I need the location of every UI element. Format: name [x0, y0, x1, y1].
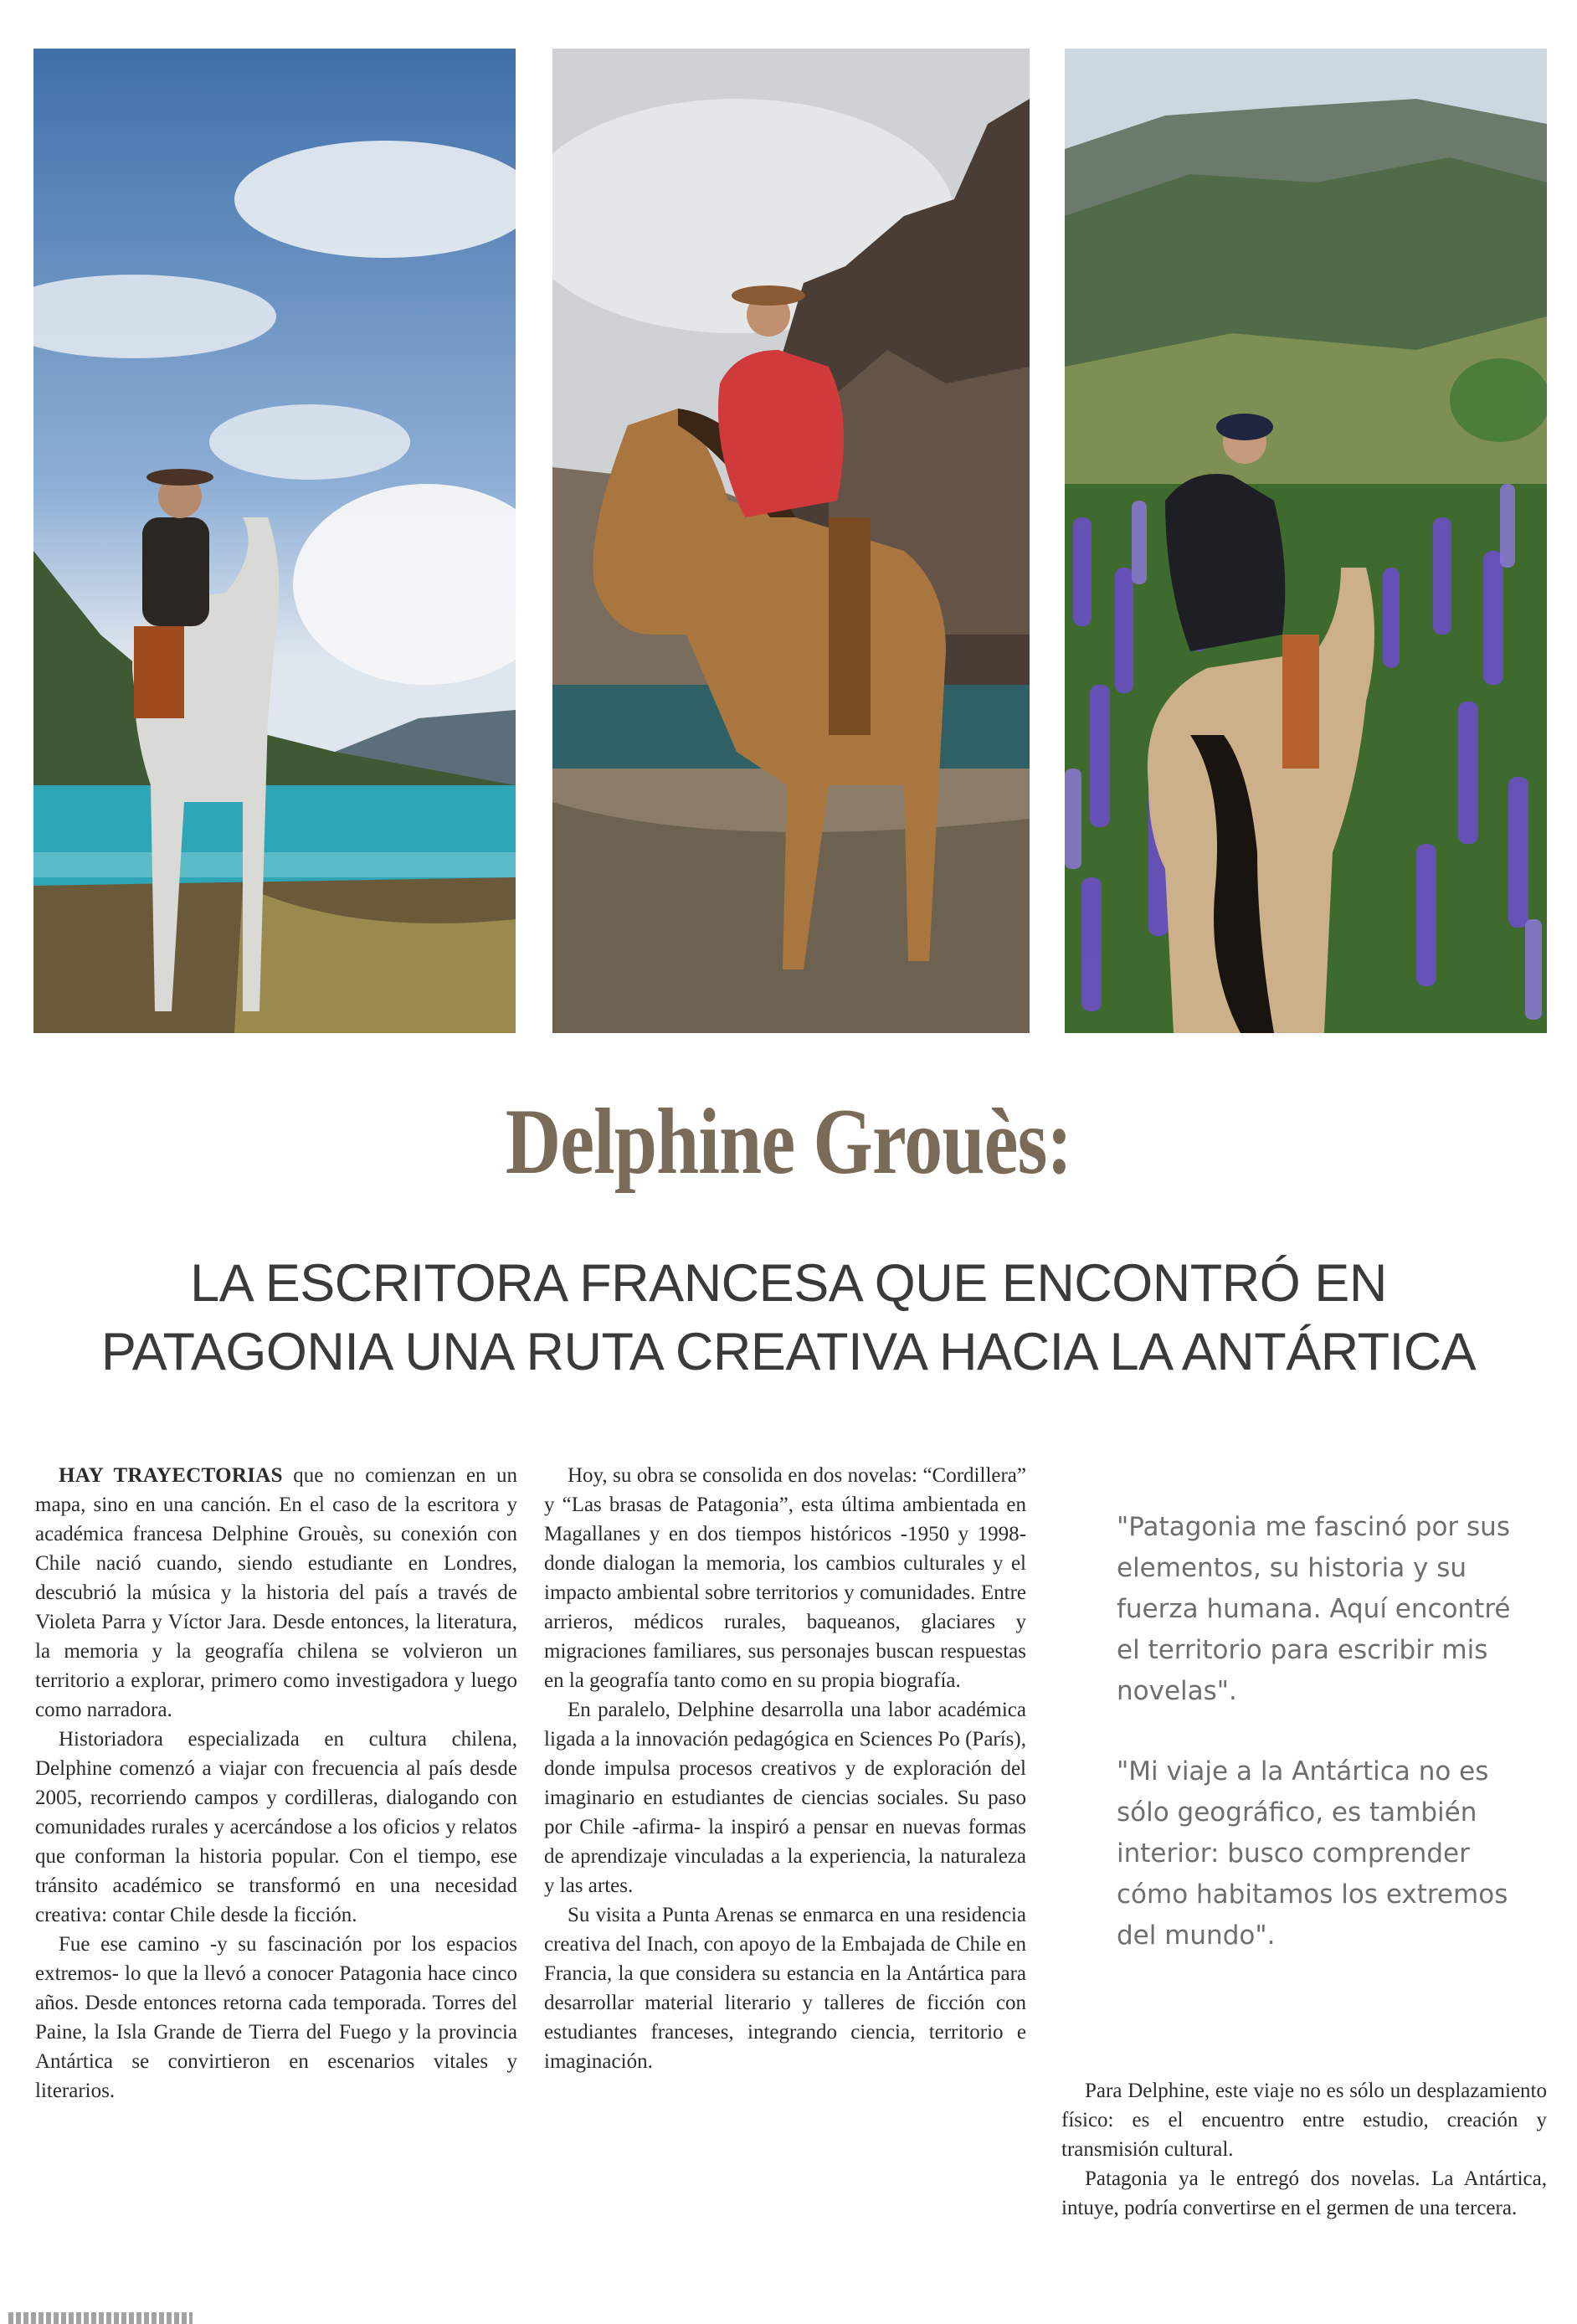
photo-rider-red-jacket	[552, 49, 1030, 1033]
rider-white-horse-lake-photo	[33, 49, 516, 1033]
pull-quote-2: "Mi viaje a la Antártica no es sólo geográfico, es también interior: busco comprender cómo habitamos los extremos del mundo".	[1117, 1756, 1508, 1951]
col2-paragraph-2: En paralelo, Delphine desarrolla una labor académica ligada a la innovación pedagógica en Sciences Po (París), donde impulsa procesos creativos y de exploración del imaginario en estudiantes de ciencias sociales. Su paso por Chile -afirma- la inspiró a pensar en nuevas formas de aprendizaje vinculadas a la experiencia, la naturaleza y las artes.	[544, 1699, 1026, 1897]
pull-quote-1: "Patagonia me fascinó por sus elementos, su historia y su fuerza humana. Aquí encontré el territorio para escribir mis novelas".	[1117, 1512, 1511, 1706]
photo-rider-white-horse	[33, 49, 516, 1033]
photo-rider-lupines	[1065, 49, 1547, 1033]
subtitle-line-2: PATAGONIA UNA RUTA CREATIVA HACIA LA ANTÁRTICA	[100, 1323, 1477, 1381]
col2-paragraph-1: Hoy, su obra se consolida en dos novelas: “Cordillera” y “Las brasas de Patagonia”, esta última ambientada en Magallanes y en dos tiempos históricos -1950 y 1998- donde dialogan la memoria, los cambios culturales y el impacto ambiental sobre territorios y comunidades. Entre arrieros, médicos rurales, baqueanos, glaciares y migraciones familiares, sus personajes buscan respuestas en la geografía tanto como en su propia biografía.	[544, 1464, 1026, 1692]
col1-paragraph-1	[35, 1461, 517, 1725]
col2-paragraph-3: Su visita a Punta Arenas se enmarca en una residencia creativa del Inach, con apoyo de la Embajada de Chile en Francia, la que considera su estancia en la Antártica para desarrollar material literario y talleres de ficción con estudiantes franceses, integrando ciencia, territorio e imaginación.	[544, 1904, 1026, 2073]
col1-paragraph-3: Fue ese camino -y su fascinación por los espacios extremos- lo que la llevó a conocer Patagonia hace cinco años. Desde entonces retorna cada temporada. Torres del Paine, la Isla Grande de Tierra del Fuego y la provincia Antártica se convirtieron en escenarios vitales y literarios.	[35, 1933, 517, 2102]
col3-paragraph-2: Patagonia ya le entregó dos novelas. La Antártica, intuye, podría convertirse en el germen de una tercera.	[1061, 2167, 1547, 2219]
col1-paragraph-1-text: que no comienzan en un mapa, sino en una canción. En el caso de la escritora y académica francesa Delphine Grouès, su conexión con Chile nació cuando, siendo estudiante en Londres, descubrió la música y la historia del país a través de Violeta Parra y Víctor Jara. Desde entonces, la literatura, la memoria y la geografía chilena se volvieron un territorio a explorar, primero como investigadora y luego como narradora.	[35, 1464, 517, 1721]
col1-paragraph-2: Historiadora especializada en cultura chilena, Delphine comenzó a viajar con frecuencia al país desde 2005, recorriendo campos y cordilleras, dialogando con comunidades rurales y acercándose a los oficios y relatos que conforman la historia popular. Con el tiempo, ese tránsito académico se transformó en una necesidad creativa: contar Chile desde la ficción.	[35, 1728, 517, 1926]
rider-lupine-field-photo	[1065, 49, 1547, 1033]
rider-red-jacket-bay-horse-photo	[552, 49, 1030, 1033]
subtitle-line-1: LA ESCRITORA FRANCESA QUE ENCONTRÓ EN	[190, 1254, 1387, 1313]
col3-paragraph-1: Para Delphine, este viaje no es sólo un desplazamiento físico: es el encuentro entre estudio, creación y transmisión cultural.	[1061, 2080, 1547, 2161]
article-column-2	[544, 1461, 1026, 2076]
page-footer-mark	[8, 2312, 193, 2324]
article-column-3	[1061, 2076, 1547, 2223]
article-title: Delphine Grouès:	[505, 1090, 1072, 1194]
article-subtitle	[33, 1249, 1544, 1386]
lead-in: HAY TRAYECTORIAS	[59, 1464, 283, 1487]
article-column-1	[35, 1461, 517, 2105]
